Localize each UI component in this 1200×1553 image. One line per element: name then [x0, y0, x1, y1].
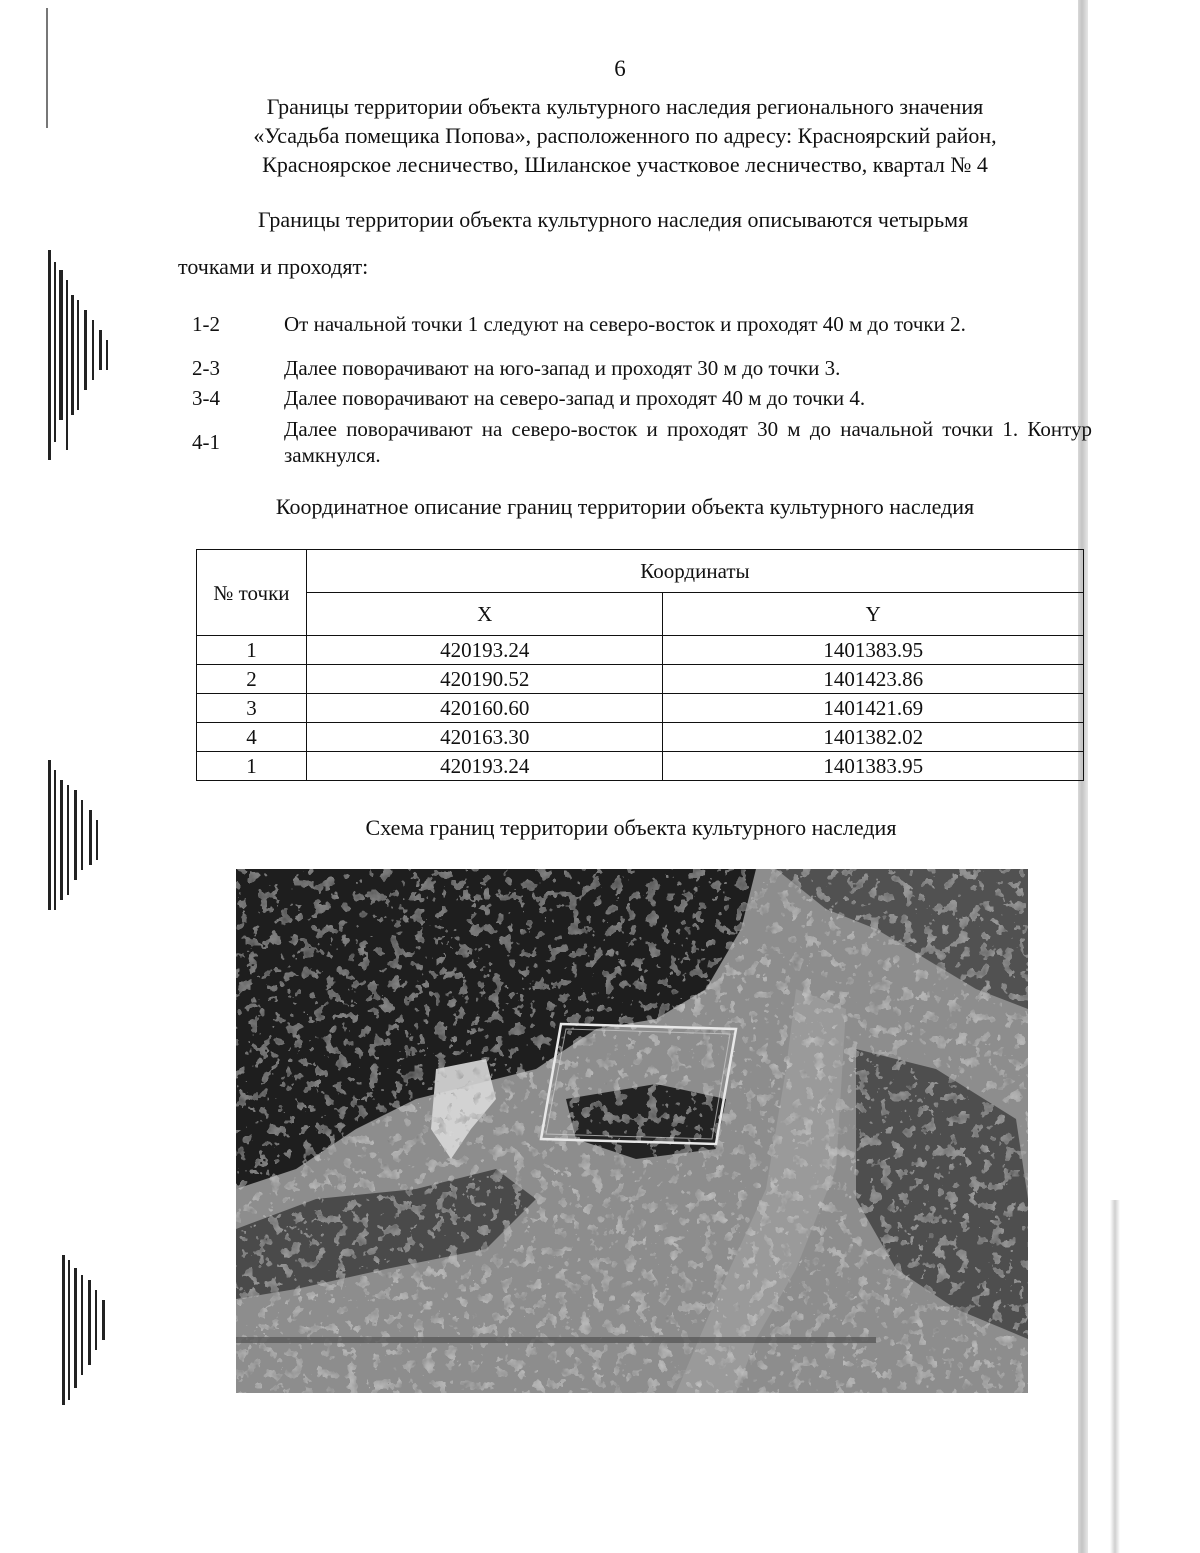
- cell-x: 420160.60: [306, 694, 663, 723]
- scan-edge-shadow-lower: [1110, 1200, 1120, 1553]
- table-row: [197, 636, 1084, 665]
- table-row: [197, 694, 1084, 723]
- segment-row: [180, 413, 1092, 471]
- intro-line-2: точками и проходят:: [178, 254, 369, 279]
- table-row: [197, 752, 1084, 781]
- segment-number: 3-4: [192, 386, 220, 410]
- column-header-coordinates: Координаты: [306, 550, 1083, 593]
- scan-margin-noise: [44, 0, 114, 1553]
- segment-description: Далее поворачивают на северо-восток и проходят 30 м до начальной точки 1. Контур замкнулся.: [284, 417, 1092, 467]
- column-header-point: № точки: [197, 550, 307, 636]
- segment-row: [180, 383, 1092, 413]
- segment-number: 1-2: [192, 312, 220, 336]
- coordinates-caption: Координатное описание границ территории объекта культурного наследия: [275, 494, 975, 519]
- cell-y: 1401421.69: [663, 694, 1084, 723]
- cell-point: 2: [197, 665, 307, 694]
- cell-point: 1: [197, 752, 307, 781]
- intro-line-1: Границы территории объекта культурного наследия описываются четырьмя: [258, 207, 969, 232]
- cell-x: 420193.24: [306, 752, 663, 781]
- table-row: [197, 723, 1084, 752]
- title-line: Границы территории объекта культурного наследия регионального значения: [266, 94, 984, 119]
- title-line: Красноярское лесничество, Шиланское участковое лесничество, квартал № 4: [262, 152, 988, 177]
- cell-x: 420190.52: [306, 665, 663, 694]
- cell-y: 1401382.02: [663, 723, 1084, 752]
- cell-point: 1: [197, 636, 307, 665]
- cell-y: 1401383.95: [663, 752, 1084, 781]
- aerial-photo: [236, 869, 1028, 1393]
- cell-point: 4: [197, 723, 307, 752]
- cell-point: 3: [197, 694, 307, 723]
- segment-number: 2-3: [192, 356, 220, 380]
- column-header-y: Y: [663, 593, 1084, 636]
- document-title: [160, 92, 1090, 179]
- cell-y: 1401383.95: [663, 636, 1084, 665]
- segment-description: Далее поворачивают на юго-запад и проходят 30 м до точки 3.: [284, 356, 841, 380]
- segment-description: Далее поворачивают на северо-запад и проходят 40 м до точки 4.: [284, 386, 866, 410]
- title-line: «Усадьба помещика Попова», расположенного по адресу: Красноярский район,: [253, 123, 997, 148]
- coordinates-table: [196, 549, 1084, 781]
- page-number: 6: [614, 56, 626, 81]
- segment-row: [180, 353, 1092, 383]
- column-header-x: X: [306, 593, 663, 636]
- table-header-row: [197, 593, 1084, 636]
- cell-x: 420163.30: [306, 723, 663, 752]
- segment-number: 4-1: [192, 430, 220, 454]
- cell-y: 1401423.86: [663, 665, 1084, 694]
- boundary-scheme-image: [236, 869, 1028, 1393]
- cell-x: 420193.24: [306, 636, 663, 665]
- table-header-row: [197, 550, 1084, 593]
- boundary-segments-list: [180, 295, 1092, 471]
- scheme-caption: Схема границ территории объекта культурного наследия: [365, 815, 897, 840]
- segment-description: От начальной точки 1 следуют на северо-восток и проходят 40 м до точки 2.: [284, 312, 966, 336]
- table-row: [197, 665, 1084, 694]
- segment-row: [180, 295, 1092, 353]
